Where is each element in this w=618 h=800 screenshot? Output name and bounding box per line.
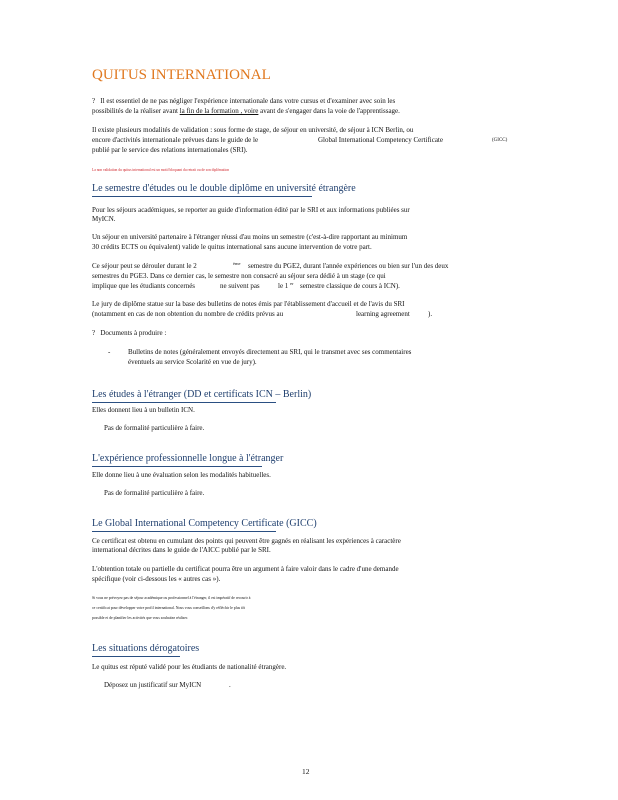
- page-title: QUITUS INTERNATIONAL: [92, 67, 271, 83]
- paragraph-line: spécifique (voir ci-dessous les « autres cas »).: [92, 575, 221, 583]
- paragraph-line: [92, 262, 197, 271]
- paragraph-line: semestres du PGE3. Dans ce dernier cas, le semestre non consacré au séjour sera dédié à un stage (ce qui: [92, 272, 386, 280]
- paragraph-line: international décrites dans le guide de l'AICC publié par le SRI.: [92, 546, 271, 554]
- underlined-phrase: la fin de la formation , voire: [179, 107, 259, 115]
- paragraph-line: Ce certificat est obtenu en cumulant des points qui peuvent être gagnés en réalisant les expériences à caractère: [92, 537, 401, 545]
- small-note-line: ce certificat pour développer votre profil international. Nous vous conseillons d'y réfléchir le plus tôt: [92, 606, 246, 610]
- paragraph-line: Le quitus est réputé validé pour les étudiants de nationalité étrangère.: [92, 663, 287, 671]
- paragraph-line: ).: [428, 310, 433, 318]
- paragraph-line: .: [229, 681, 231, 689]
- paragraph-line: le 1: [278, 282, 289, 290]
- paragraph-line: semestre du PGE2, durant l'année expériences ou bien sur l'un des deux: [248, 262, 449, 270]
- modalites-line-3: publié par le service des relations internationales (SRI).: [92, 146, 248, 154]
- heading-underline: [92, 196, 312, 197]
- list-item: Bulletins de notes (généralement envoyés directement au SRI, qui le transmet avec ses commentaires: [128, 348, 412, 356]
- heading-underline: [92, 402, 276, 403]
- paragraph-line: (notamment en cas de non obtention du nombre de crédits prévus au: [92, 310, 284, 318]
- heading-underline: [92, 656, 180, 657]
- heading-underline: [92, 531, 276, 532]
- small-note-line: Si vous ne prévoyez pas de séjour académique ou professionnel à l'étranger, il est impératif de recourir à: [92, 596, 251, 600]
- section-heading: Les situations dérogatoires: [92, 643, 200, 654]
- paragraph-line: semestre classique de cours à ICN).: [300, 282, 400, 290]
- section-heading: Les études à l'étranger (DD et certificats ICN – Berlin): [92, 389, 312, 400]
- bullet-marker: ?: [92, 329, 96, 337]
- bullet-marker: ?: [92, 97, 96, 105]
- paragraph-line: Pas de formalité particulière à faire.: [104, 424, 205, 432]
- intro-text: possibilités de la réaliser avant: [92, 107, 178, 115]
- learning-agreement-term: learning agreement: [356, 310, 410, 318]
- documents-label: [92, 329, 166, 338]
- paragraph-line: L'obtention totale ou partielle du certificat pourra être un argument à faire valoir dans le cadre d'une demande: [92, 565, 399, 573]
- section-heading: Le semestre d'études ou le double diplôme en université étrangère: [92, 183, 356, 194]
- warning-note: La non validation du quitus international est un motif bloquant du retrait ou de son diplômation: [92, 168, 230, 172]
- modalites-line-1: Il existe plusieurs modalités de validation : sous forme de stage, de séjour en université, de séjour à ICN Berlin, ou: [92, 126, 414, 134]
- heading-underline: [92, 466, 262, 467]
- paragraph-line: 30 crédits ECTS ou équivalent) valide le quitus international sans aucune intervention de votre part.: [92, 243, 372, 251]
- text-span: Ce séjour peut se dérouler durant le 2: [92, 262, 197, 270]
- paragraph-line: Elles donnent lieu à un bulletin ICN.: [92, 406, 195, 414]
- gicc-name: Global International Competency Certificate: [318, 136, 443, 144]
- intro-line-2: [92, 107, 400, 116]
- paragraph-line: Déposez un justificatif sur MyICN: [104, 681, 202, 689]
- gicc-acronym: (GICC): [492, 138, 508, 143]
- intro-text: avant de s'engager dans la voie de l'apprentissage.: [260, 107, 400, 115]
- paragraph-line: ne suivent pas: [220, 282, 260, 290]
- page-number: 12: [302, 767, 310, 776]
- section-heading: Le Global International Competency Certificate (GICC): [92, 518, 317, 529]
- paragraph-line: implique que les étudiants concernés: [92, 282, 196, 290]
- list-item: éventuels au service Scolarité en vue de jury).: [128, 358, 257, 366]
- paragraph-line: Un séjour en université partenaire à l'étranger réussi d'au moins un semestre (c'est-à-dire rapportant au minimum: [92, 233, 408, 241]
- section-heading: L'expérience professionnelle longue à l'étranger: [92, 453, 284, 464]
- superscript: er: [290, 281, 294, 286]
- paragraph-line: MyICN.: [92, 215, 116, 223]
- paragraph-line: Elle donne lieu à une évaluation selon les modalités habituelles.: [92, 471, 271, 479]
- documents-label-text: Documents à produire :: [100, 329, 167, 337]
- paragraph-line: Le jury de diplôme statue sur la base des bulletins de notes émis par l'établissement d'accueil et de l'avis du SRI: [92, 300, 405, 308]
- modalites-line-2: [92, 136, 258, 145]
- paragraph-line: Pas de formalité particulière à faire.: [104, 489, 205, 497]
- intro-text: Il est essentiel de ne pas négliger l'expérience internationale dans votre cursus et d'examiner avec soin les: [100, 97, 396, 105]
- modalites-text: encore d'activités internationale prévues dans le guide de le: [92, 136, 259, 144]
- paragraph-line: Pour les séjours académiques, se reporter au guide d'information édité par le SRI et aux informations publiées sur: [92, 206, 410, 214]
- intro-line-1: [92, 97, 395, 106]
- dash-marker: -: [108, 348, 111, 356]
- small-note-line: possible et de planifier les activités que vous souhaitez réaliser.: [92, 616, 188, 620]
- superscript: ème: [233, 261, 241, 266]
